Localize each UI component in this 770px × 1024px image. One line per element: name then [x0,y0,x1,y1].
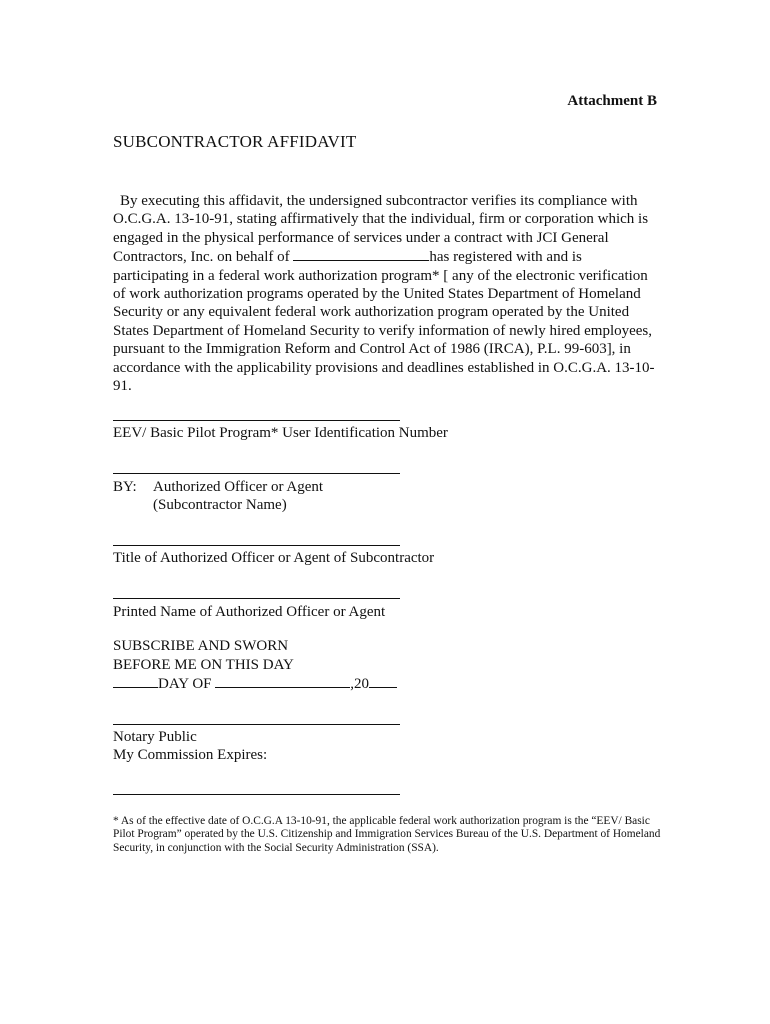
by-label: BY: [113,479,137,495]
notary-public-label: Notary Public [113,729,197,745]
year-blank[interactable] [369,674,397,688]
title-of-officer-label: Title of Authorized Officer or Agent of Subcontractor [113,550,435,566]
commission-expires-line[interactable] [113,794,400,795]
printed-name-signature-line[interactable] [113,598,400,599]
affidavit-text-part1: By executing this affidavit, the undersigned subcontractor verifies its compliance with O.C.G.A. 13-10-91, stating affirmatively that the individual, firm or corporation which is engaged in the physical performance of services under a contract with JCI General Contractors, Inc. on behalf of [113,193,649,266]
document-title: SUBCONTRACTOR AFFIDAVIT [113,132,357,151]
before-me-text: BEFORE ME ON THIS DAY [113,656,294,673]
footnote: * As of the effective date of O.C.G.A 13-10-91, the applicable federal work authorization program is the “EEV/ Basic Pilot Program” operated by the U.S. Citizenship and Immigration Services Bureau of the U.S. Department of Homeland Security, in conjunction with the Social Security Administration (SSA). [113,815,661,854]
eev-id-label: EEV/ Basic Pilot Program* User Identification Number [113,425,448,441]
sworn-block [113,637,397,694]
day-blank[interactable] [113,674,158,688]
by-lines [153,478,323,514]
affidavit-body [113,192,659,395]
affidavit-text-part2: has registered with and is participating in a federal work authorization program* [ any of the electronic verification of work authorization programs operated by the United States Department of Homeland Security or any equivalent federal work authorization program operated by the United States Department of Homeland Security to verify information of newly hired employees, pursuant to the Immigration Reform and Control Act of 1986 (IRCA), P.L. 99-603], in accordance with the applicability provisions and deadlines established in O.C.G.A. 13-10-91. [113,249,655,395]
month-blank[interactable] [215,674,350,688]
subcontractor-name-label: (Subcontractor Name) [153,497,287,513]
commission-expires-label: My Commission Expires: [113,747,268,763]
printed-name-label: Printed Name of Authorized Officer or Agent [113,604,386,620]
notary-signature-line[interactable] [113,724,400,725]
date-line [113,674,397,694]
authorized-officer-label: Authorized Officer or Agent [153,479,324,495]
authorized-officer-signature-line[interactable] [113,473,400,474]
title-signature-line[interactable] [113,545,400,546]
attachment-label: Attachment B [567,93,657,109]
on-behalf-of-blank[interactable] [293,247,429,261]
year-prefix-text: ,20 [350,676,369,692]
eev-id-signature-line[interactable] [113,420,400,421]
subscribe-sworn-text: SUBSCRIBE AND SWORN [113,638,289,654]
day-of-text: DAY OF [158,676,212,692]
